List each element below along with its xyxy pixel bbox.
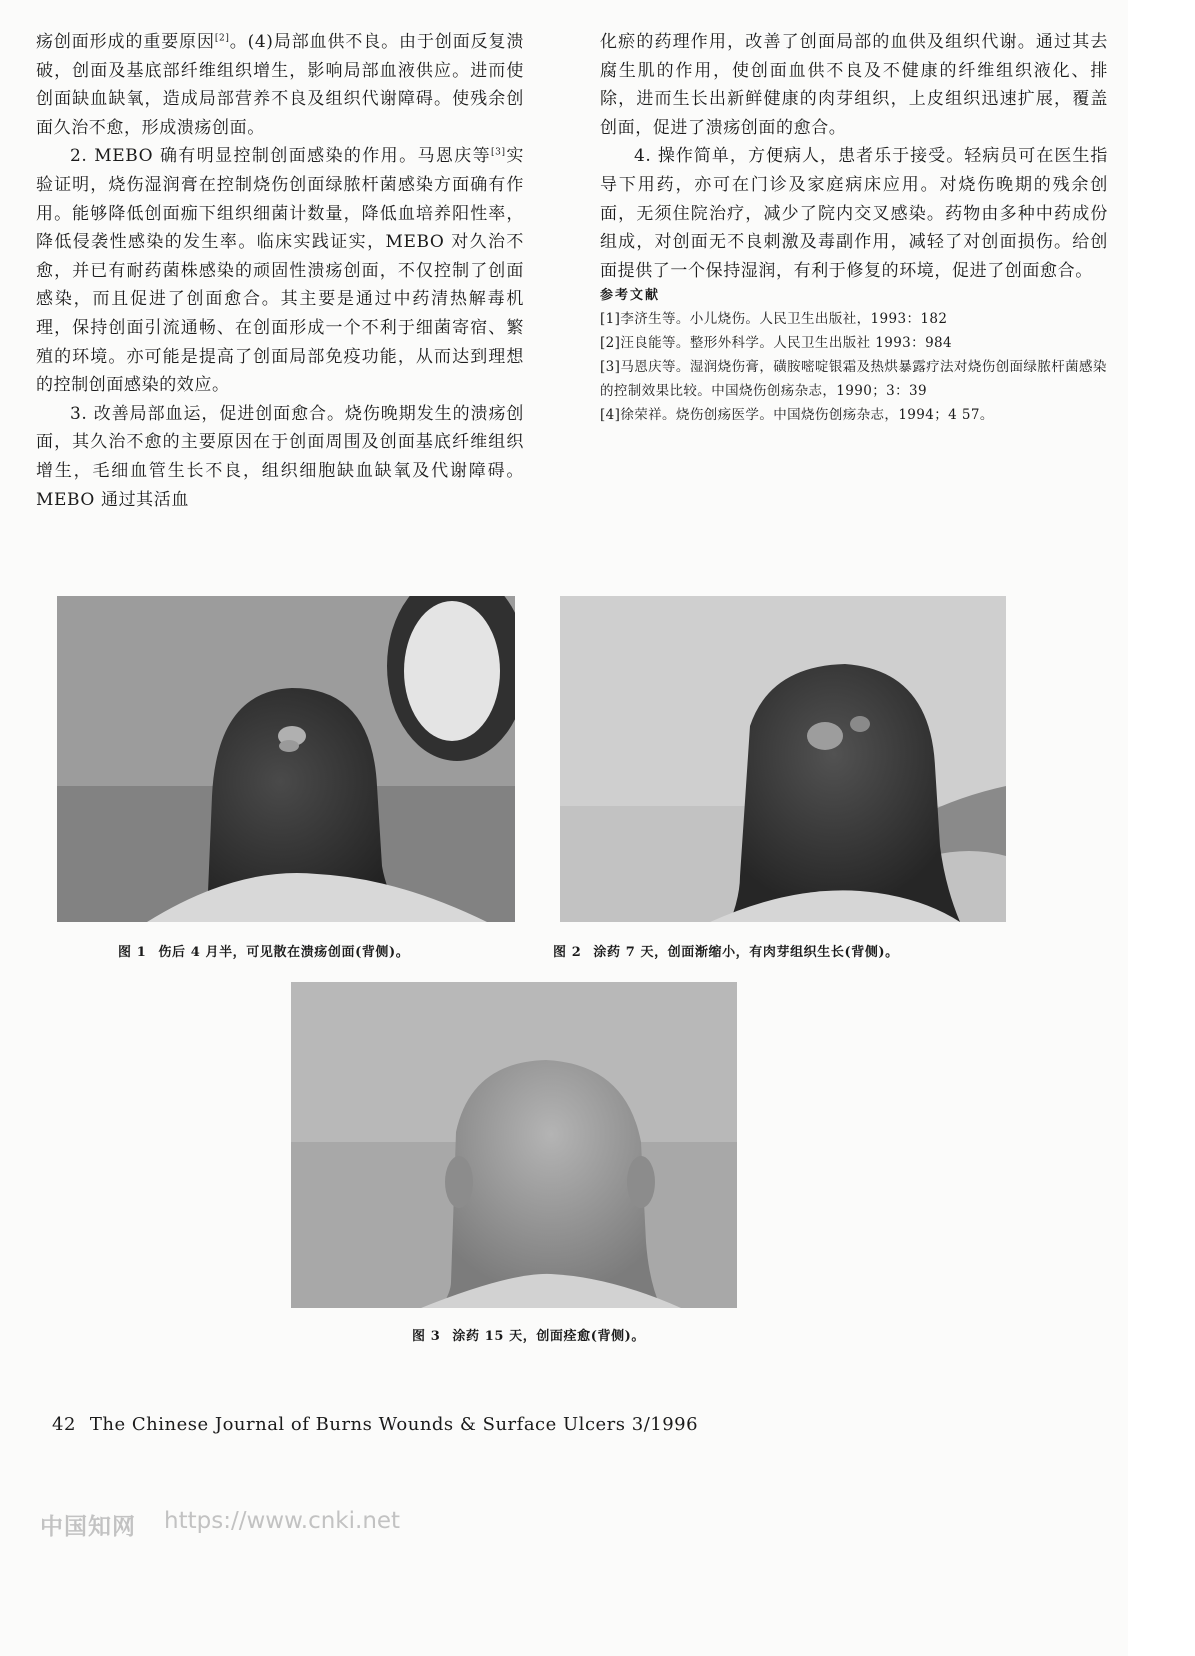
paragraph-3-continued: 化瘀的药理作用，改善了创面局部的血供及组织代谢。通过其去腐生肌的作用，使创面血供不良及不健康的纤维组织液化、排除，进而生长出新鲜健康的肉芽组织，上皮组织迅速扩展，覆盖创面，促进了溃疡创面的愈合。 <box>600 32 1108 138</box>
figure-3-photo <box>291 982 737 1308</box>
page-footer <box>52 1414 698 1435</box>
references-heading: 参考文献 <box>600 288 661 304</box>
back-of-head-photo <box>57 596 515 922</box>
journal-citation: The Chinese Journal of Burns Wounds & Surface Ulcers 3/1996 <box>89 1414 699 1435</box>
figure-3-number: 图 3 <box>412 1329 441 1344</box>
back-of-head-photo <box>291 982 737 1308</box>
reference-2: [2]汪良能等。整形外科学。人民卫生出版社 1993：984 <box>600 335 953 352</box>
cnki-logo: 中国知网 <box>40 1514 136 1540</box>
figure-1-caption <box>118 941 409 960</box>
figure-1-photo <box>57 596 515 922</box>
citation-2[interactable]: [2] <box>214 33 230 44</box>
paragraph-4: 4. 操作简单，方便病人，患者乐于接受。轻病员可在医生指导下用药，亦可在门诊及家庭病床应用。对烧伤晚期的残余创面，无须住院治疗，减少了院内交叉感染。药物由多种中药成份组成，对创面无不良刺激及毒副作用，减轻了对创面损伤。给创面提供了一个保持湿润，有利于修复的环境，促进了创面愈合。 <box>600 146 1108 281</box>
figure-1-text: 伤后 4 月半，可见散在溃疡创面(背侧)。 <box>158 945 410 960</box>
reference-4: [4]徐荣祥。烧伤创疡医学。中国烧伤创疡杂志，1994；4 57。 <box>600 407 994 424</box>
cnki-url[interactable]: https://www.cnki.net <box>164 1508 401 1534</box>
back-of-head-photo <box>560 596 1006 922</box>
reference-1: [1]李济生等。小儿烧伤。人民卫生出版社，1993：182 <box>600 311 948 328</box>
paragraph-2: 2. MEBO 确有明显控制创面感染的作用。马恩庆等[3]实验证明，烧伤湿润膏在控制烧伤创面绿脓杆菌感染方面确有作用。能够降低创面痂下组织细菌计数量，降低血培养阳性率，降低侵袭性感染的发生率。临床实践证实，MEBO 对久治不愈，并已有耐药菌株感染的顽固性溃疡创面，不仅控制了创面感染，而且促进了创面愈合。其主要是通过中药清热解毒机理，保持创面引流通畅、在创面形成一个不利于细菌寄宿、繁殖的环境。亦可能是提高了创面局部免疫功能，从而达到理想的控制创面感染的效应。 <box>36 146 524 396</box>
figure-3-caption <box>412 1325 645 1344</box>
citation-3[interactable]: [3] <box>491 147 506 158</box>
paragraph-1-continued: 疡创面形成的重要原因[2]。(4)局部血供不良。由于创面反复溃破，创面及基底部纤维组织增生，影响局部血液供应。进而使创面缺血缺氧，造成局部营养不良及组织代谢障碍。使残余创面久治不愈，形成溃疡创面。 <box>36 32 524 138</box>
figure-2-photo <box>560 596 1006 922</box>
page-number: 42 <box>52 1414 76 1435</box>
paragraph-3: 3. 改善局部血运，促进创面愈合。烧伤晚期发生的溃疡创面，其久治不愈的主要原因在于创面周围及创面基底纤维组织增生，毛细血管生长不良，组织细胞缺血缺氧及代谢障碍。MEBO 通过其活血 <box>36 403 524 510</box>
figure-1-number: 图 1 <box>118 945 147 960</box>
left-text-column <box>36 28 524 514</box>
figure-3-text: 涂药 15 天，创面痊愈(背侧)。 <box>452 1329 646 1344</box>
reference-3: [3]马恩庆等。湿润烧伤膏，磺胺嘧啶银霜及热烘暴露疗法对烧伤创面绿脓杆菌感染的控制效果比较。中国烧伤创疡杂志，1990；3：39 <box>600 359 1107 400</box>
figure-2-number: 图 2 <box>553 945 582 960</box>
figure-2-text: 涂药 7 天，创面渐缩小，有肉芽组织生长(背侧)。 <box>593 945 899 960</box>
figure-2-caption <box>553 941 899 960</box>
right-text-column <box>600 28 1108 427</box>
